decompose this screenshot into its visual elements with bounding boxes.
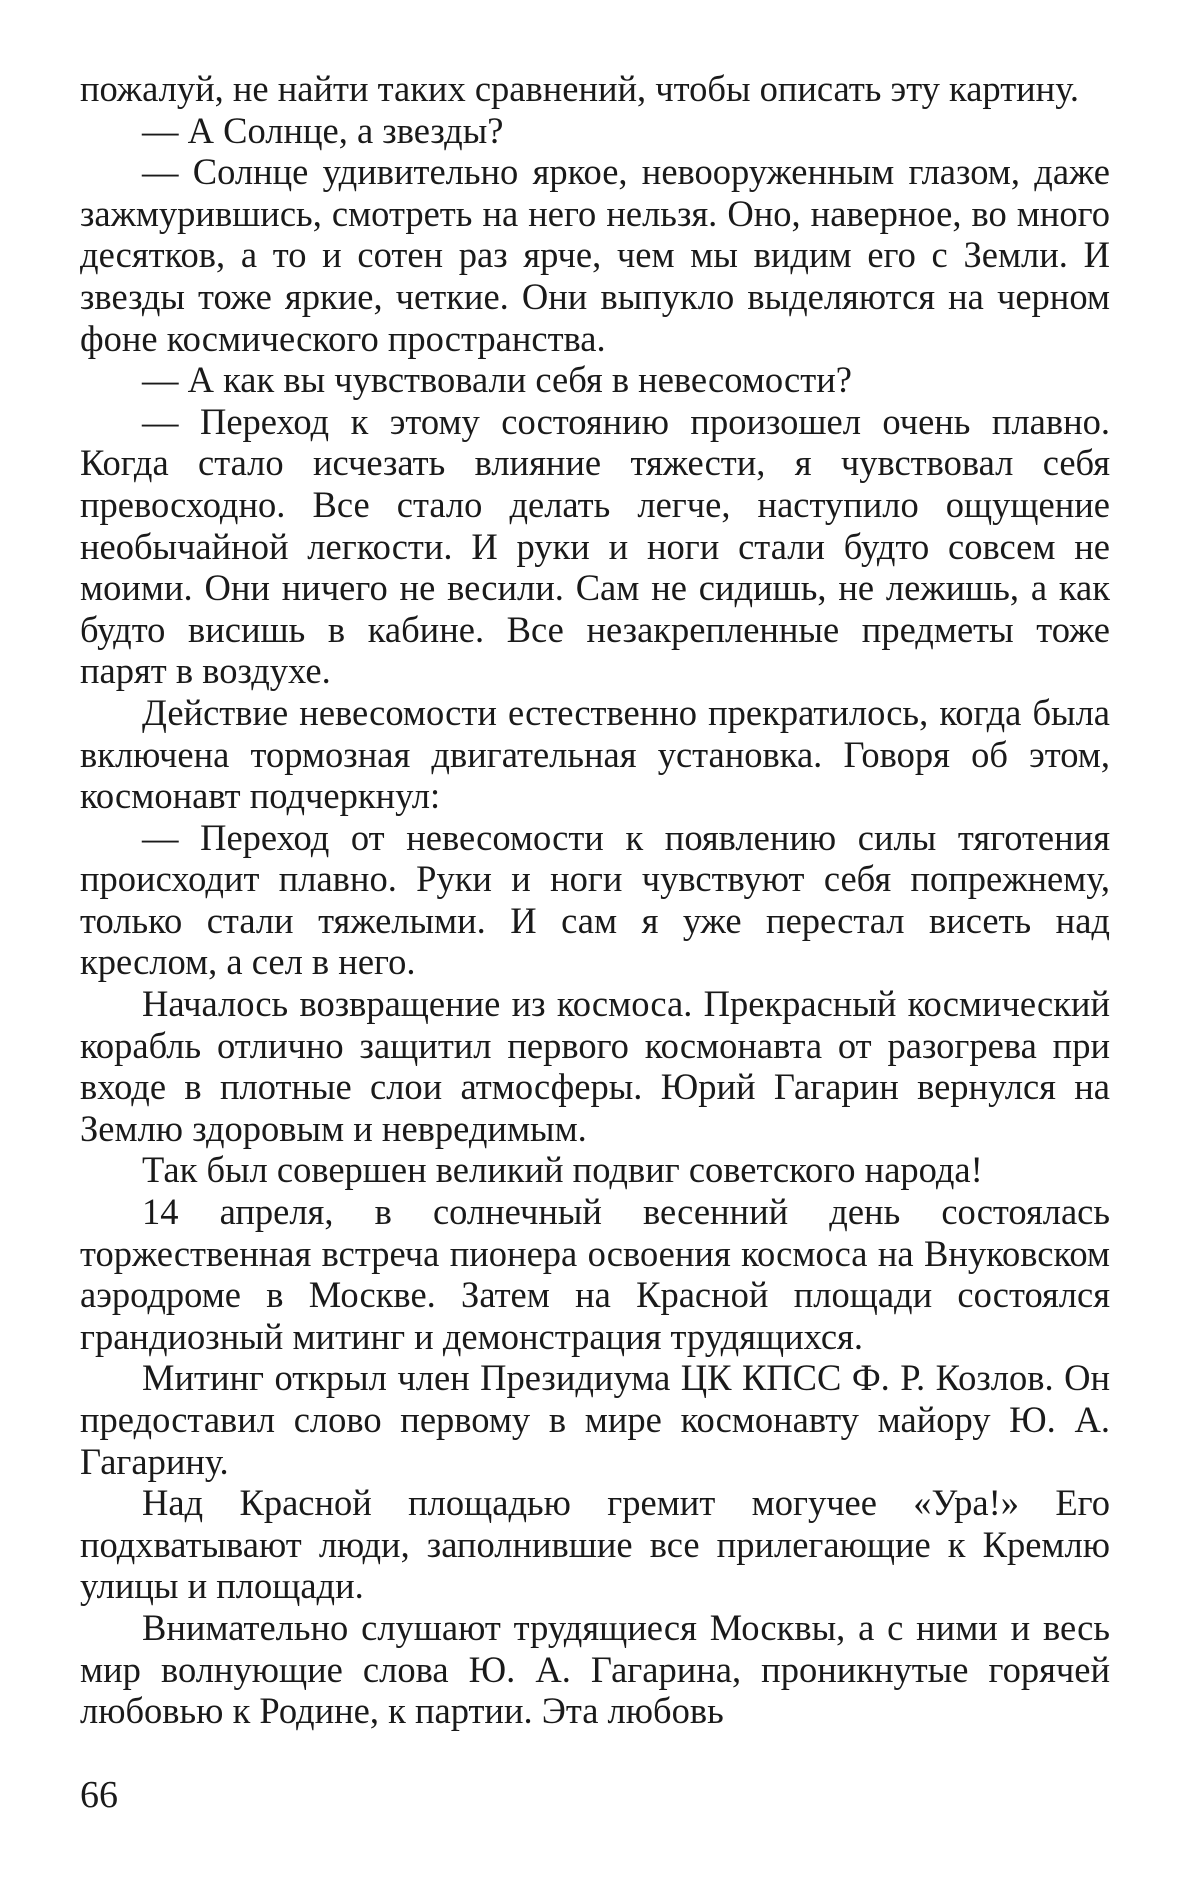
paragraph-answer-sun-stars: — Солнце удивительно яркое, невооруженным глазом, даже зажмурившись, смотреть на него нельзя. Оно, наверное, во много десятков, а то и сотен раз ярче, чем мы видим его с Земли. И звезды тоже яркие, четкие. Они выпукло выделяются на черном фоне космического пространства. [80, 151, 1110, 359]
paragraph-continued: пожалуй, не найти таких сравнений, чтобы описать эту картину. [80, 68, 1079, 109]
page-number: 66 [80, 1774, 118, 1816]
paragraph-red-square: Над Красной площадью гремит могучее «Ура!» Его подхватывают люди, заполнившие все прилегающие к Кремлю улицы и площади. [80, 1482, 1110, 1607]
paragraph-gravity-return: — Переход от невесомости к появлению силы тяготения происходит плавно. Руки и ноги чувствуют себя попрежнему, только стали тяжелыми. И сам я уже перестал висеть над креслом, а сел в него. [80, 816, 1110, 983]
paragraph-april-14: 14 апреля, в солнечный весенний день состоялась торжественная встреча пионера освоения космоса на Внуковском аэродроме в Москве. Затем на Красной площади состоялся грандиозный митинг и демонстрация трудящихся. [80, 1191, 1110, 1357]
page-body-text [80, 68, 1110, 1732]
paragraph-braking-engine: Действие невесомости естественно прекратилось, когда была включена тормозная двигательная установка. Говоря об этом, космонавт подчеркнул: [80, 691, 1110, 817]
paragraph-moscow-listens: Внимательно слушают трудящиеся Москвы, а с ними и весь мир волнующие слова Ю. А. Гагарина, проникнутые горячей любовью к Родине, к партии. Эта любовь [80, 1606, 1110, 1732]
paragraph-return-from-space: Началось возвращение из космоса. Прекрасный космический корабль отлично защитил первого космонавта от разогрева при входе в плотные слои атмосферы. Юрий Гагарин вернулся на Землю здоровым и невредимым. [80, 983, 1110, 1149]
book-page [80, 68, 1110, 1858]
paragraph-rally-opened: Митинг открыл член Президиума ЦК КПСС Ф. Р. Козлов. Он предоставил слово первому в мире космонавту майору Ю. А. Гагарину. [80, 1357, 1110, 1482]
paragraph-great-feat: Так был совершен великий подвиг советского народа! [142, 1149, 983, 1191]
paragraph-answer-weightlessness: — Переход к этому состоянию произошел очень плавно. Когда стало исчезать влияние тяжести, я чувствовал себя превосходно. Все стало делать легче, наступило ощущение необычайной легкости. И руки и ноги стали будто совсем не моими. Они ничего не весили. Сам не сидишь, не лежишь, а как будто висишь в кабине. Все незакрепленные предметы тоже парят в воздухе. [80, 400, 1110, 692]
paragraph-question-weightlessness: — А как вы чувствовали себя в невесомости? [142, 359, 852, 401]
paragraph-question-sun-stars: — А Солнце, а звезды? [142, 109, 504, 151]
